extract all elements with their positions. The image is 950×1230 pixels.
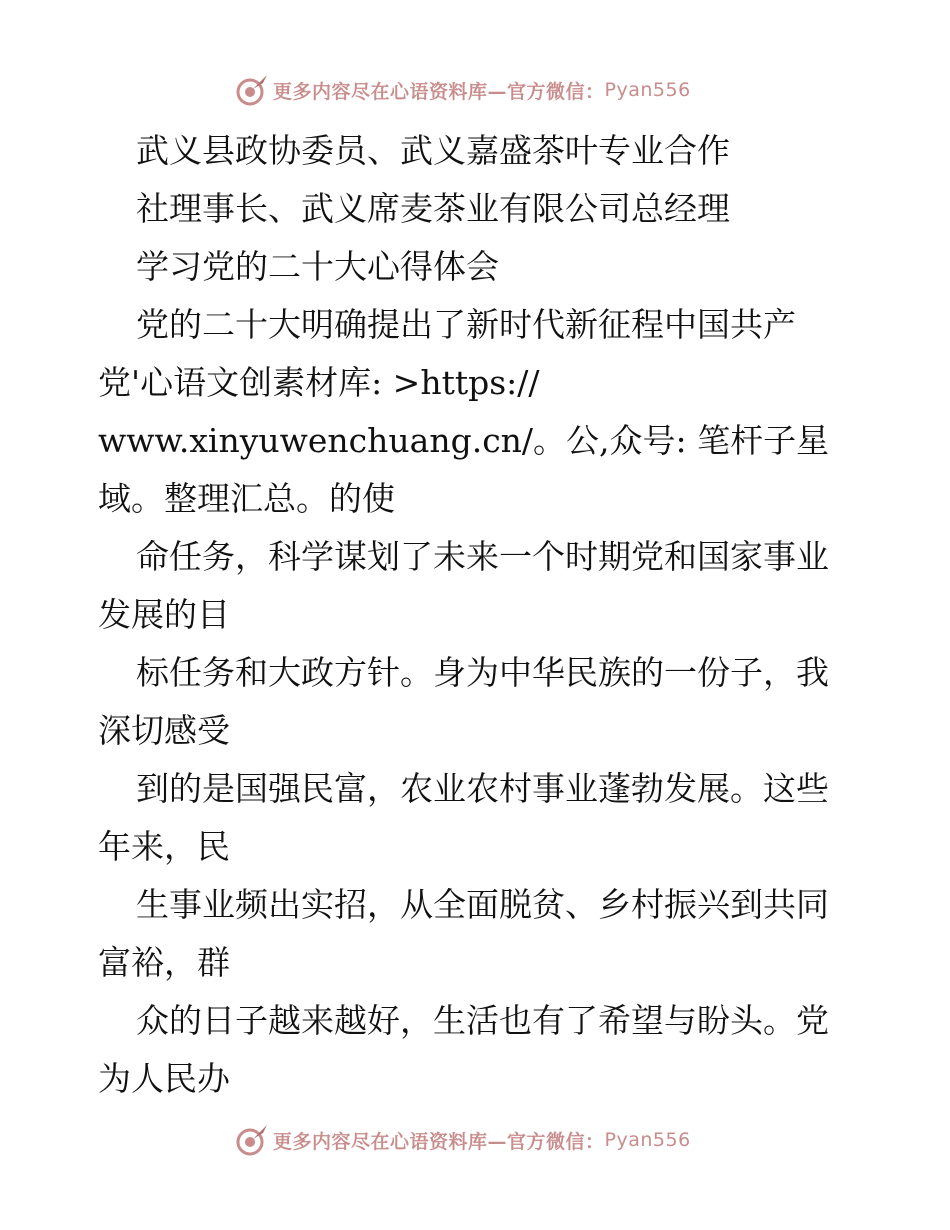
banner-wechat-id: Pyan556 — [604, 1129, 691, 1151]
text-line: 为人民办 — [98, 1059, 230, 1098]
text-line: 标任务和大政方针。身为中华民族的一份子，我 — [136, 653, 829, 692]
text-line: 众的日子越来越好，生活也有了希望与盼头。党 — [136, 1001, 829, 1040]
document-body — [98, 122, 858, 1108]
text-line: 社理事长、武义席麦茶业有限公司总经理 — [136, 189, 730, 228]
text-line: 富裕，群 — [98, 943, 230, 982]
text-line: 发展的目 — [98, 595, 230, 634]
text-line: 年来，民 — [98, 827, 230, 866]
text-line: 到的是国强民富，农业农村事业蓬勃发展。这些 — [136, 769, 829, 808]
text-line: 武义县政协委员、武义嘉盛茶叶专业合作 — [136, 131, 730, 170]
quill-seal-icon — [235, 73, 269, 107]
section-title: 学习党的二十大心得体会 — [136, 247, 499, 286]
text-line: 域。整理汇总。的使 — [98, 479, 395, 518]
text-line: 深切感受 — [98, 711, 230, 750]
text-line: 党'心语文创素材库: >https:// — [98, 363, 540, 402]
banner-wechat-id: Pyan556 — [604, 79, 691, 101]
text-line: 党的二十大明确提出了新时代新征程中国共产 — [136, 305, 796, 344]
header-banner — [235, 70, 715, 110]
text-line: www.xinyuwenchuang.cn/。公,众号: 笔杆子星 — [98, 421, 830, 460]
quill-seal-icon — [235, 1123, 269, 1157]
banner-text: 更多内容尽在心语资料库—官方微信： — [273, 1130, 605, 1153]
text-line: 命任务，科学谋划了未来一个时期党和国家事业 — [136, 537, 829, 576]
text-line: 生事业频出实招，从全面脱贫、乡村振兴到共同 — [136, 885, 829, 924]
footer-banner — [235, 1120, 715, 1160]
banner-text: 更多内容尽在心语资料库—官方微信： — [273, 80, 605, 103]
